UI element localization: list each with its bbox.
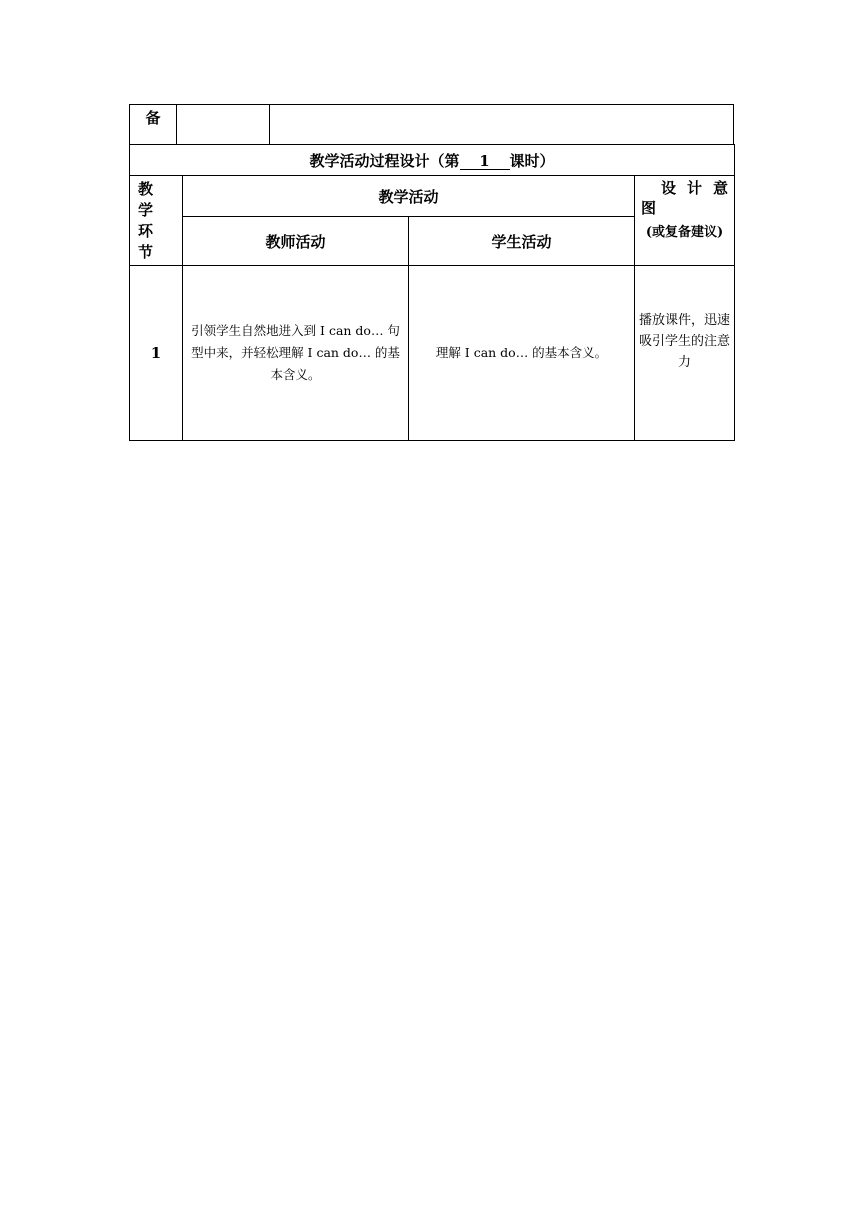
lesson-number: 1 [460,153,510,170]
table-row [130,266,735,441]
header-stage-char: 节 [138,242,154,261]
prep-row [129,104,734,145]
title-prefix: 教学活动过程设计（第 [309,151,460,170]
teacher-activity: 引领学生自然地进入到 I can do… 句型中来，并轻松理解 I can do… 的基本含义。 [183,266,409,441]
header-design [635,176,735,266]
header-stage-char: 教 [138,179,154,198]
header-stage-char: 环 [138,221,154,240]
table-title [130,145,735,176]
header-stage-char: 学 [138,200,154,219]
header-student: 学生活动 [409,217,635,266]
title-suffix: 课时） [509,151,555,170]
header-design-line2: 图 [641,199,657,217]
stage-number: 1 [130,266,183,441]
header-stage [130,176,183,266]
header-teacher: 教师活动 [183,217,409,266]
lesson-activity-table [129,144,735,441]
header-design-line1: 设 计 意 [661,179,729,197]
student-activity: 理解 I can do… 的基本含义。 [409,266,635,441]
design-intent: 播放课件，迅速吸引学生的注意力 [635,266,735,441]
header-design-line3: (或复备建议) [645,225,724,240]
prep-label: 备 [130,105,177,144]
header-activity: 教学活动 [183,176,635,217]
prep-empty-cell [177,105,270,144]
